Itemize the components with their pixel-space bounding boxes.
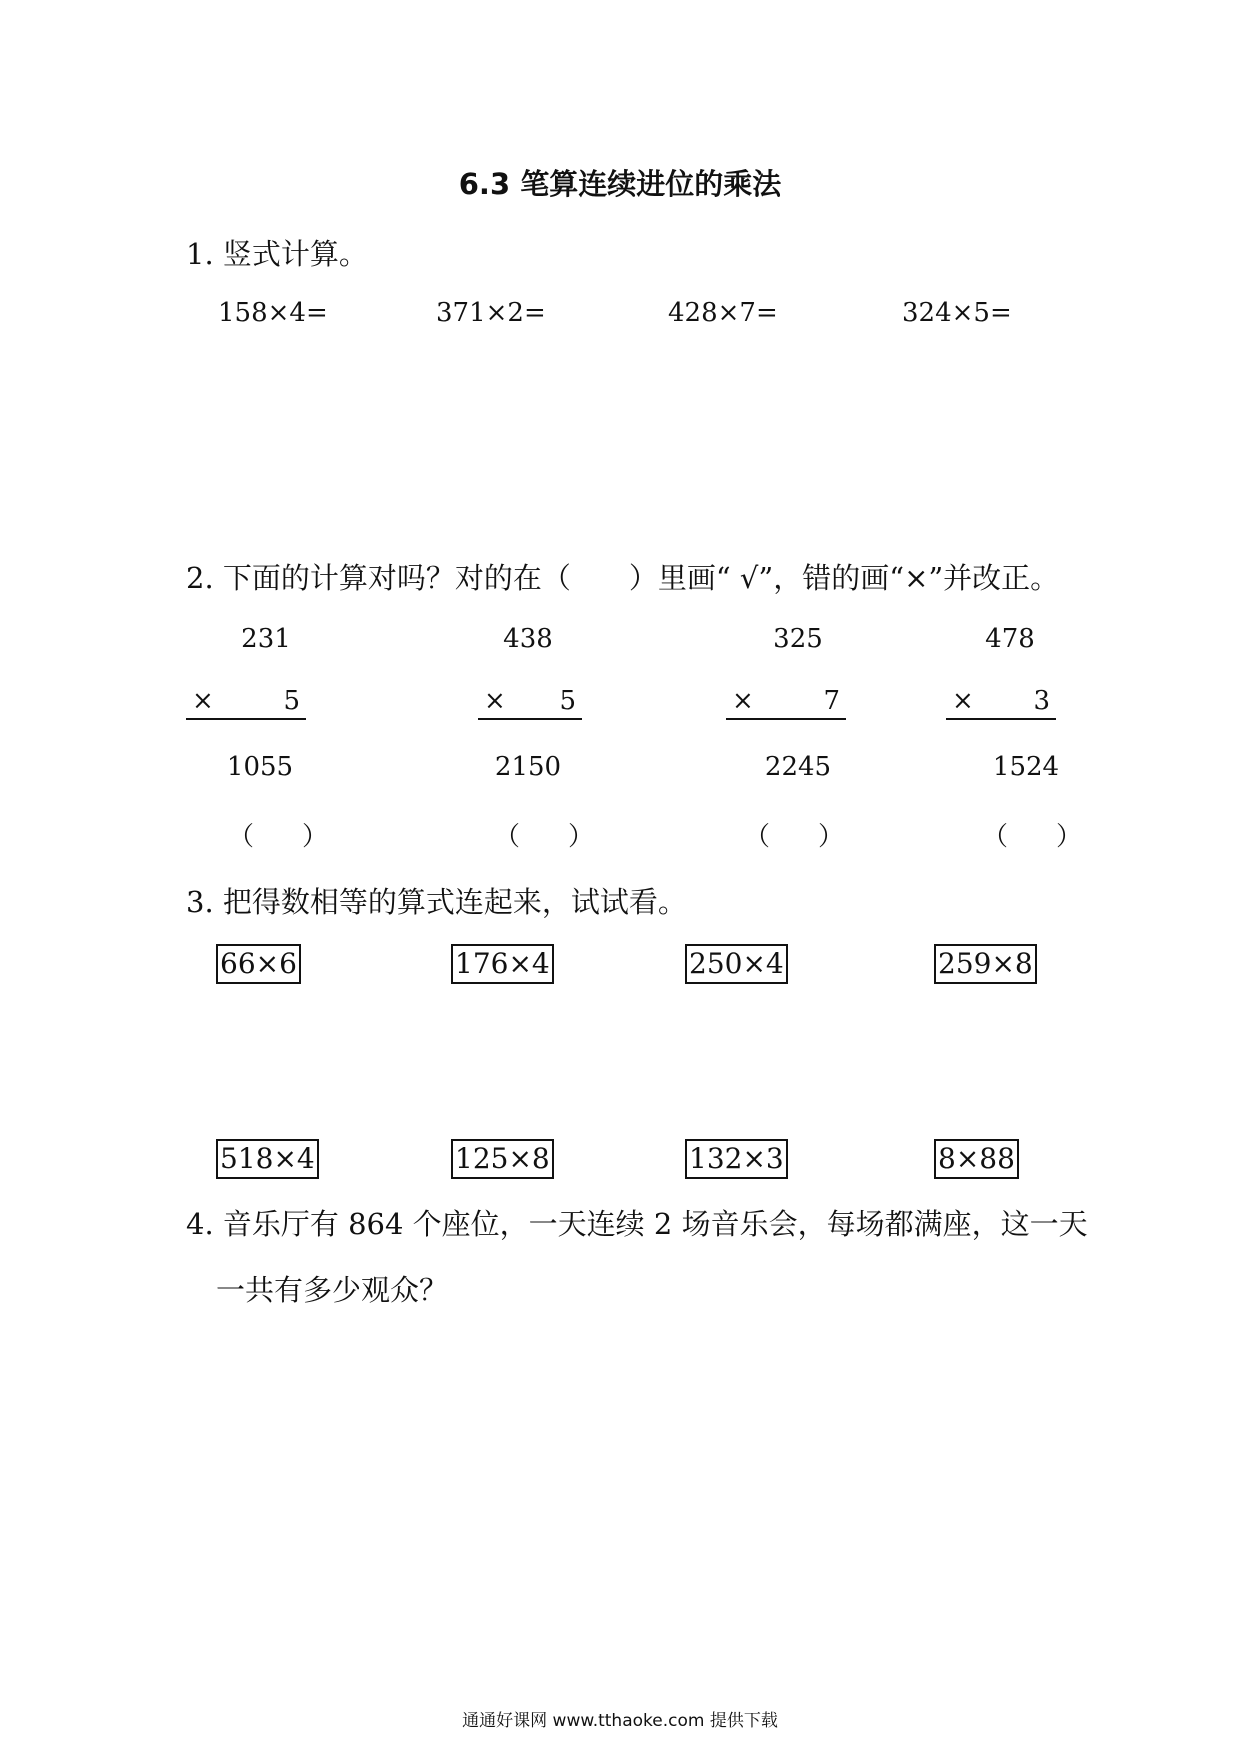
q2-problem-2-top: 438 [503, 624, 553, 654]
q3-expression-box[interactable]: 132×3 [685, 1139, 788, 1179]
q1-expression-2: 371×2= [436, 298, 546, 328]
footer-credit: 通通好课网 www.tthaoke.com 提供下载 [462, 1711, 778, 1731]
multiplier: 5 [559, 686, 576, 716]
multiply-sign: × [192, 686, 214, 716]
multiply-sign: × [484, 686, 506, 716]
q2-problem-1-answer-paren[interactable]: （ ） [228, 822, 328, 852]
q3-expression-box[interactable]: 66×6 [216, 944, 301, 984]
q2-problem-4-answer-paren[interactable]: （ ） [982, 822, 1082, 852]
q3-expression-box[interactable]: 8×88 [934, 1139, 1019, 1179]
q2-problem-3-answer-paren[interactable]: （ ） [744, 822, 844, 852]
q2-problem-3-result: 2245 [764, 752, 832, 782]
question-4-text-line-2: 一共有多少观众？ [216, 1273, 449, 1307]
q2-problem-4-top: 478 [985, 624, 1035, 654]
q3-expression-box[interactable]: 518×4 [216, 1139, 319, 1179]
multiply-sign: × [732, 686, 754, 716]
q1-expression-1: 158×4= [218, 298, 328, 328]
q2-problem-4-multiplier-row [946, 680, 1056, 720]
question-2-text: 2. 下面的计算对吗？对的在（ ）里画“ √”，错的画“×”并改正。 [186, 561, 1060, 595]
multiplier: 3 [1033, 686, 1050, 716]
question-4-text-line-1: 4. 音乐厅有 864 个座位，一天连续 2 场音乐会，每场都满座，这一天 [186, 1207, 1088, 1241]
q3-expression-box[interactable]: 250×4 [685, 944, 788, 984]
page-title: 6.3 笔算连续进位的乘法 [458, 167, 782, 201]
multiplier: 7 [823, 686, 840, 716]
q2-problem-2-answer-paren[interactable]: （ ） [494, 822, 594, 852]
question-3-text: 3. 把得数相等的算式连起来，试试看。 [186, 885, 687, 919]
q2-problem-1-result: 1055 [226, 752, 294, 782]
q3-expression-box[interactable]: 176×4 [451, 944, 554, 984]
q1-expression-3: 428×7= [668, 298, 778, 328]
multiplier: 5 [283, 686, 300, 716]
q2-problem-3-top: 325 [773, 624, 823, 654]
q2-problem-4-result: 1524 [992, 752, 1060, 782]
q2-problem-2-multiplier-row [478, 680, 582, 720]
q1-expression-4: 324×5= [902, 298, 1012, 328]
q3-expression-box[interactable]: 125×8 [451, 1139, 554, 1179]
q2-problem-2-result: 2150 [494, 752, 562, 782]
multiply-sign: × [952, 686, 974, 716]
q2-problem-1-multiplier-row [186, 680, 306, 720]
question-1-text: 1. 竖式计算。 [186, 237, 368, 271]
q2-problem-3-multiplier-row [726, 680, 846, 720]
q2-problem-1-top: 231 [241, 624, 291, 654]
q3-expression-box[interactable]: 259×8 [934, 944, 1037, 984]
